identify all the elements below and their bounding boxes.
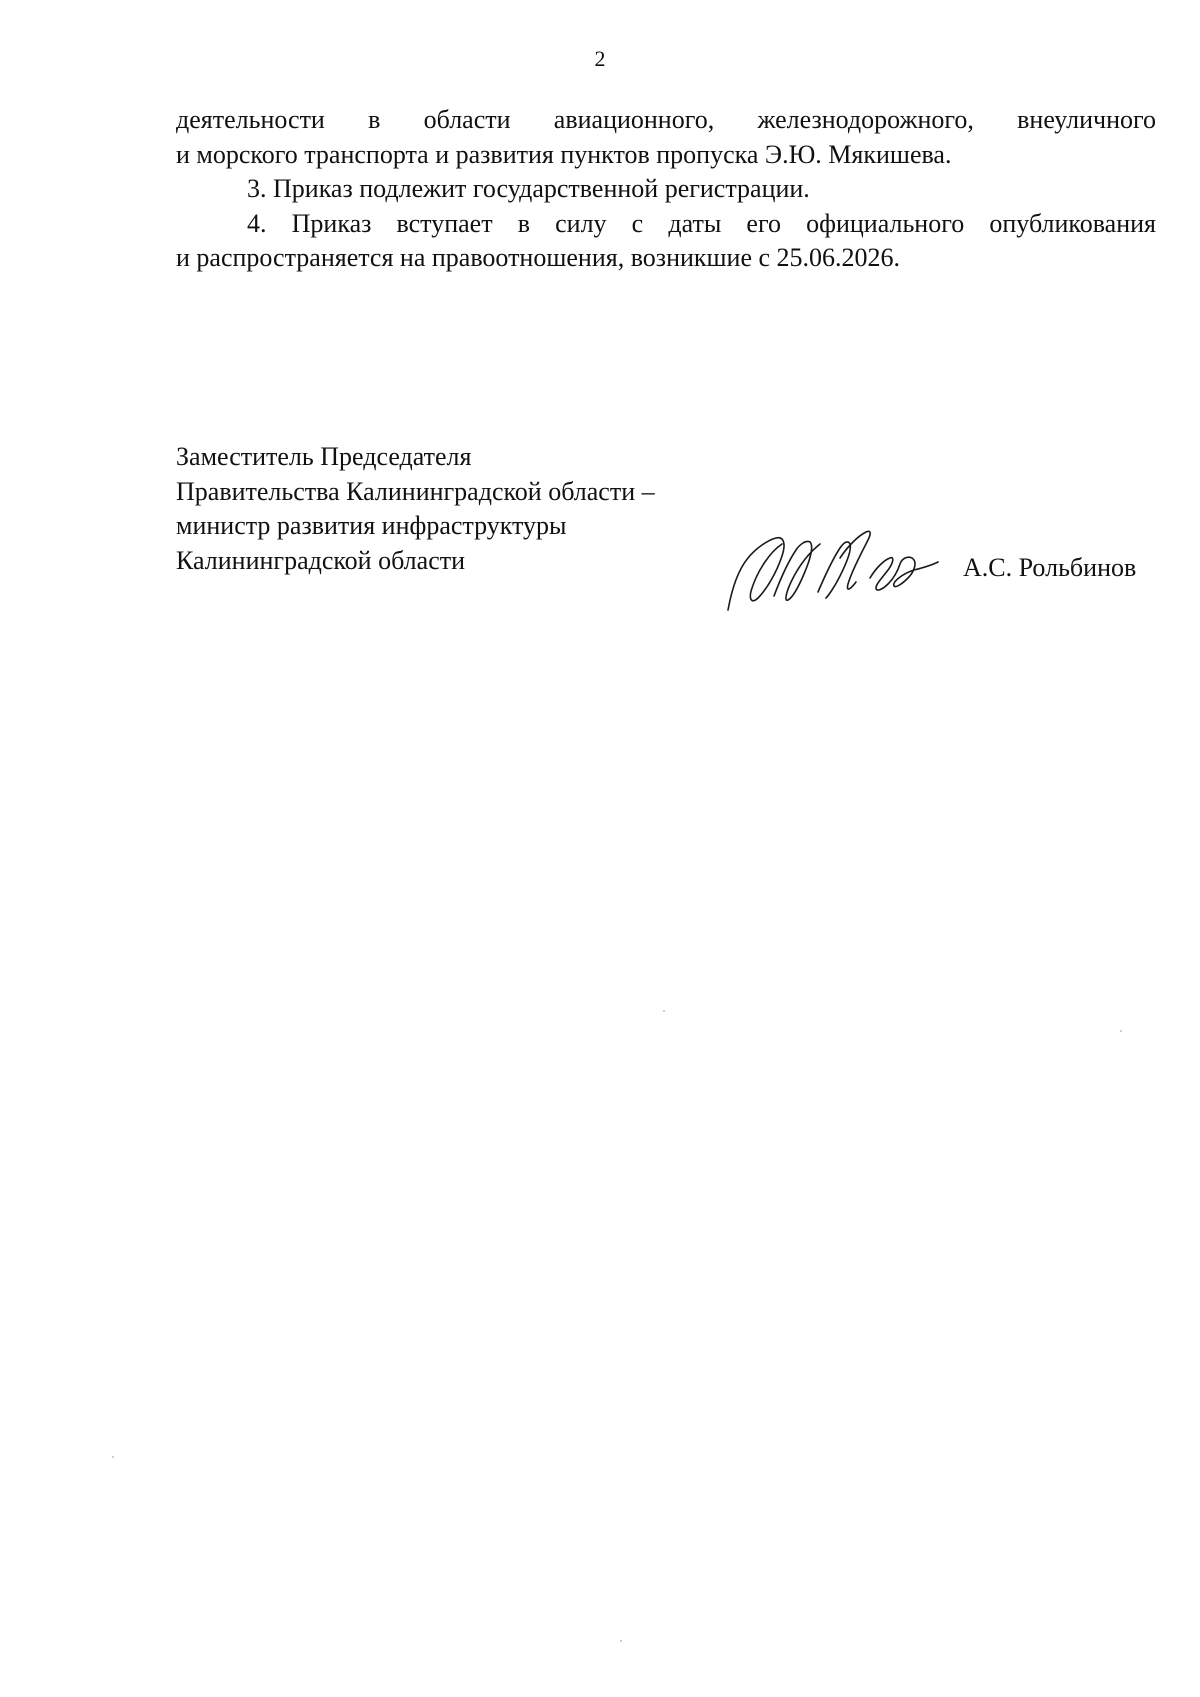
scan-artifact-speck <box>620 1640 622 1642</box>
position-line-1: Заместитель Председателя <box>176 442 472 471</box>
scan-artifact-speck <box>663 1010 665 1012</box>
signer-name: А.С. Рольбинов <box>963 553 1137 582</box>
scan-artifact-speck <box>112 1456 114 1458</box>
paragraph-continuation-line-2: и морского транспорта и развития пунктов пропуска Э.Ю. Мякишева. <box>176 139 952 169</box>
signatory-position <box>176 440 655 578</box>
position-line-2: Правительства Калининградской области – <box>176 476 655 506</box>
scan-artifact-speck <box>1120 1030 1122 1032</box>
paragraph-item-4-line-2: и распространяется на правоотношения, возникшие с 25.06.2026. <box>176 243 901 272</box>
paragraph-continuation-line-1: деятельности в области авиационного, железнодорожного, внеуличного <box>176 105 1156 134</box>
handwritten-signature <box>726 518 946 618</box>
position-line-3: министр развития инфраструктуры <box>176 511 567 540</box>
page-number: 2 <box>594 46 606 71</box>
document-body <box>176 103 1156 276</box>
paragraph-item-3: 3. Приказ подлежит государственной регистрации. <box>247 174 810 203</box>
paragraph-item-4-line-1: 4. Приказ вступает в силу с даты его официального опубликования <box>247 208 1156 238</box>
position-line-4: Калининградской области <box>176 545 466 575</box>
